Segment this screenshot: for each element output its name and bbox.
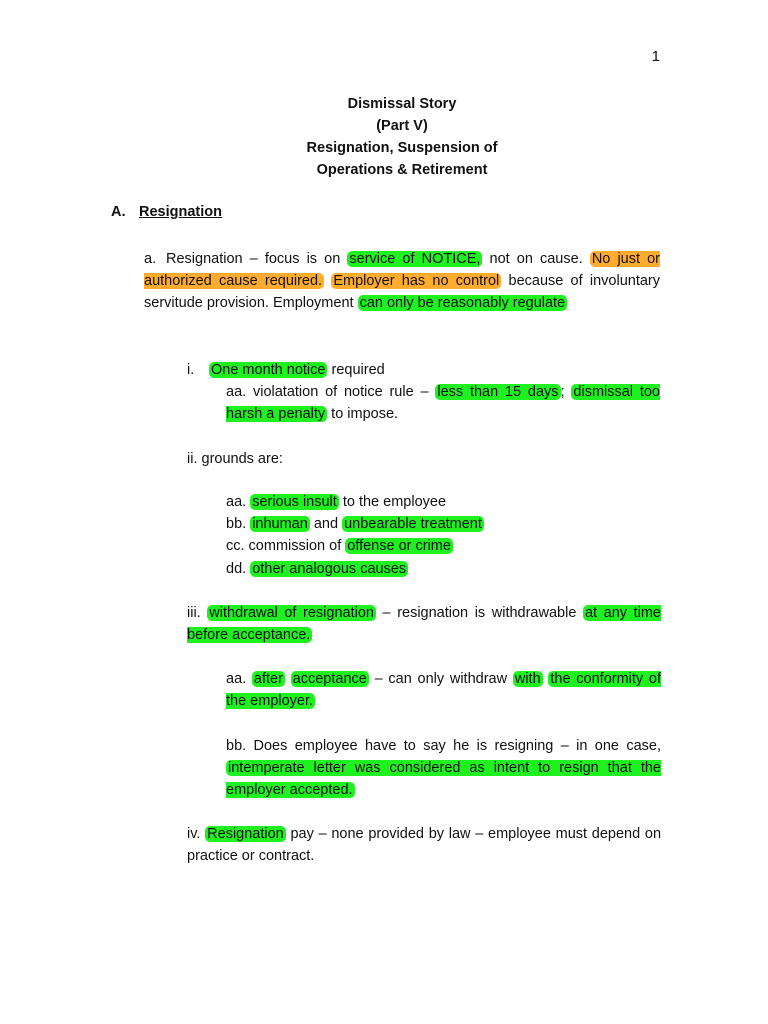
item-iii-aa [226,668,661,712]
text-run [285,671,291,687]
list-item [226,513,660,535]
item-ii: ii. grounds are: [187,451,283,467]
highlight-green: acceptance [292,671,367,687]
list-item [226,491,660,513]
text-run: aa. violatation of notice rule – [226,384,436,400]
highlight-green: inhuman [252,516,308,533]
title-line-3: Resignation, Suspension of [306,140,498,156]
highlight-green: intemperate letter was considered as intent to resign that the employer accepted. [226,760,661,799]
highlight-green: One month notice [211,362,326,378]
text-run: because of involuntary servitude provision. Employment [144,273,660,312]
text-run: required [327,362,385,378]
page-number: 1 [651,48,660,65]
highlight-orange: No just or authorized cause required. [144,251,660,290]
text-run: to the employee [338,494,447,510]
section-heading-text: Resignation [139,204,222,220]
list-item [226,558,660,580]
text-run: – can only withdraw [368,671,513,687]
highlight-green: after [253,671,283,687]
highlight-orange: Employer has no control [333,273,500,290]
text-run: pay – none provided by law – employee must depend on practice or contract. [187,826,662,865]
highlight-green: service of NOTICE, [349,251,481,267]
section-heading-a [111,204,222,220]
document-title [0,93,768,181]
text-run: bb. Does employee have to say he is resigning – in one case, [226,738,661,754]
text-run: ; [560,384,572,400]
highlight-green: withdrawal of resignation [209,605,374,621]
text-run: – resignation is withdrawable [375,605,583,621]
list-item-prefix: cc. commission of [226,538,346,555]
highlight-green: serious insult [252,494,337,510]
highlight-green: other analogous causes [252,560,407,577]
highlight-green: Resignation [207,826,284,842]
item-marker: iii. [187,605,208,621]
item-iv [187,823,661,867]
text-run: to impose. [327,406,399,423]
paragraph-marker: a. [144,251,157,267]
text-run: not on cause. [482,251,590,267]
text-run: Resignation – focus is on [166,251,348,267]
item-iii-bb [226,735,661,802]
highlight-green: at any time before acceptance. [187,605,661,644]
item-i-aa [226,381,660,425]
list-item [226,535,660,557]
highlight-green: the conformity of the employer. [226,671,662,710]
text-run: and [309,516,343,533]
highlight-green: offense or crime [347,538,451,555]
highlight-green: dismissal too harsh a penalty [226,384,660,423]
item-marker: i. [187,362,195,378]
list-item-prefix: dd. [226,560,251,577]
highlight-green: with [514,671,541,687]
title-line-1: Dismissal Story [347,96,457,112]
highlight-green: less than 15 days [437,384,559,400]
title-line-4: Operations & Retirement [316,162,488,178]
section-letter: A. [111,204,126,220]
item-i [187,359,662,381]
text-run: aa. [226,671,252,687]
grounds-list [226,491,660,580]
item-iii [187,602,661,646]
list-item-prefix: bb. [226,516,251,533]
paragraph-a [144,248,660,315]
highlight-green: unbearable treatment [344,516,482,533]
list-item-prefix: aa. [226,494,251,510]
title-line-2: (Part V) [376,118,428,134]
item-marker: iv. [187,826,206,842]
highlight-green: can only be reasonably regulate [359,295,566,312]
